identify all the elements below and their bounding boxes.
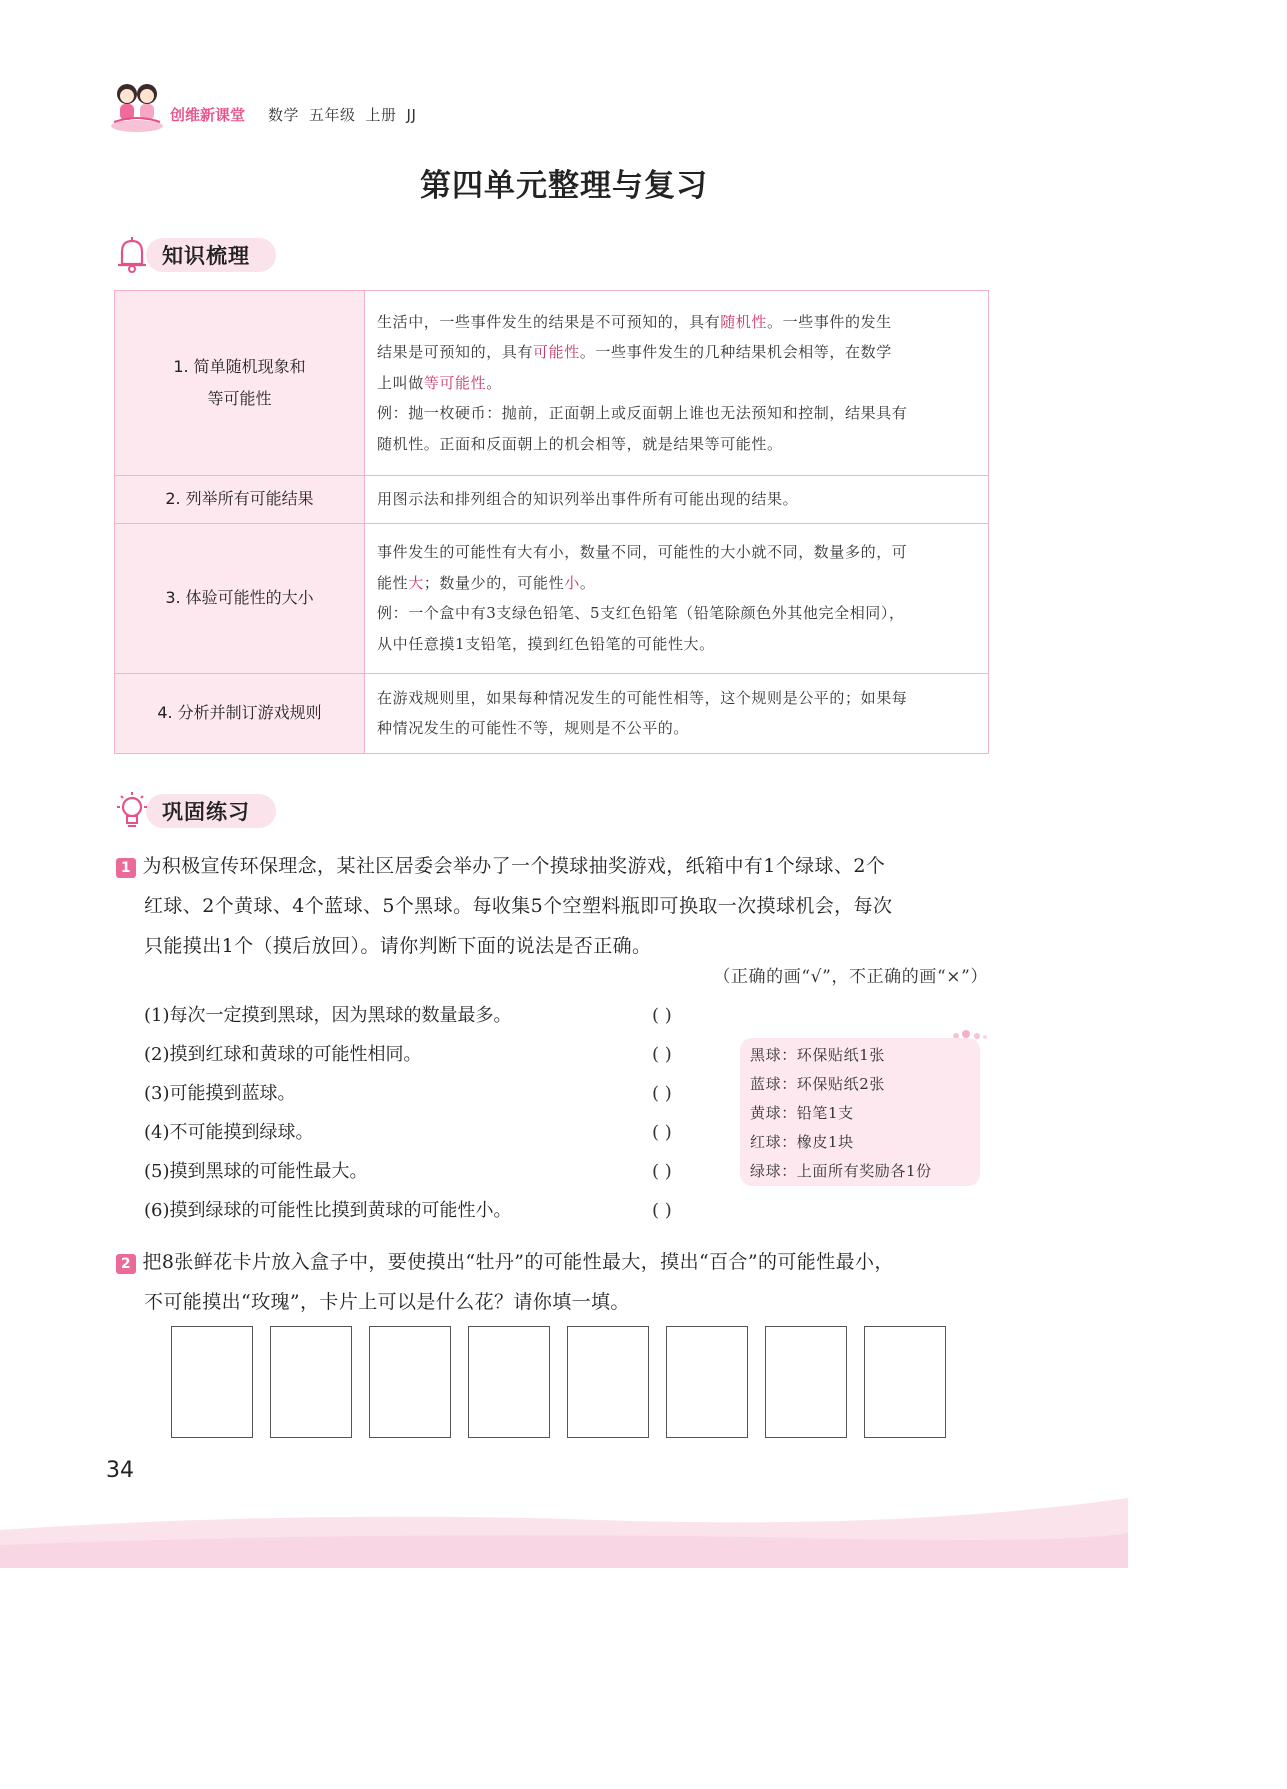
section-practice-tag [112, 790, 282, 832]
question-2 [116, 1242, 996, 1322]
content-line: 种情况发生的可能性不等，规则是不公平的。 [377, 719, 690, 737]
question-stem-line: 只能摸出1个（摸后放回）。请你判断下面的说法是否正确。 [144, 935, 652, 957]
card-blank[interactable] [468, 1326, 550, 1438]
topic-label: 3. 体验可能性的大小 [165, 588, 314, 607]
answer-hint: （正确的画“√”，不正确的画“×”） [713, 967, 988, 987]
card-blank[interactable] [270, 1326, 352, 1438]
answer-blank[interactable]: ( ) [652, 1200, 672, 1221]
keyword-highlight: 小 [564, 573, 580, 592]
page-header [108, 76, 1008, 136]
page-number: 34 [106, 1458, 134, 1483]
mascot-logo-icon [108, 76, 166, 134]
prize-list-box [740, 1038, 980, 1186]
list-item [144, 1076, 744, 1115]
question-stem-line: 不可能摸出“玫瑰”，卡片上可以是什么花？请你填一填。 [144, 1291, 630, 1313]
question-number-badge: 2 [116, 1254, 136, 1274]
topic-cell [115, 523, 365, 673]
text: 生活中，一些事件发生的结果是不可预知的，具有 [377, 312, 721, 331]
content-line: 随机性。正面和反面朝上的机会相等，就是结果等可能性。 [377, 434, 783, 453]
stem-text: 把8张鲜花卡片放入盒子中，要使摸出“牡丹”的可能性最大，摸出“百合”的可能性最小， [142, 1251, 894, 1273]
knowledge-table [114, 290, 989, 754]
keyword-highlight: 可能性 [533, 343, 580, 362]
text: ；数量少的，可能性 [423, 573, 565, 592]
answer-blank[interactable]: ( ) [652, 1083, 672, 1104]
item-text: (2)摸到红球和黄球的可能性相同。 [144, 1044, 422, 1065]
content-line: 用图示法和排列组合的知识列举出事件所有可能出现的结果。 [377, 490, 799, 508]
item-text: (5)摸到黑球的可能性最大。 [144, 1161, 368, 1182]
prize-item: 蓝球：环保贴纸2张 [750, 1075, 885, 1093]
answer-blank[interactable]: ( ) [652, 1005, 672, 1026]
answer-blank[interactable]: ( ) [652, 1161, 672, 1182]
content-line [377, 568, 978, 599]
page-title: 第四单元整理与复习 [420, 168, 708, 204]
text: 结果是可预知的，具有 [377, 343, 534, 362]
topic-cell [115, 291, 365, 476]
topic-cell [115, 476, 365, 524]
topic-label: 等可能性 [207, 389, 272, 408]
content-cell [365, 476, 989, 524]
table-row [115, 476, 989, 524]
stem-text: 为积极宣传环保理念，某社区居委会举办了一个摸球抽奖游戏，纸箱中有1个绿球、2个 [142, 855, 886, 877]
prize-item: 黄球：铅笔1支 [750, 1104, 854, 1122]
prize-item: 绿球：上面所有奖励各1份 [750, 1162, 932, 1180]
question-stem-line [116, 846, 996, 886]
section-knowledge-tag [112, 234, 282, 276]
keyword-highlight: 大 [408, 573, 424, 592]
item-text: (1)每次一定摸到黑球，因为黑球的数量最多。 [144, 1005, 512, 1026]
text: 。 [486, 373, 502, 392]
content-line [377, 337, 978, 368]
item-text: (4)不可能摸到绿球。 [144, 1122, 314, 1143]
prize-item: 黑球：环保贴纸1张 [750, 1046, 885, 1064]
list-item [144, 998, 744, 1037]
content-cell [365, 673, 989, 753]
text: 上叫做 [377, 373, 424, 392]
answer-blank[interactable]: ( ) [652, 1044, 672, 1065]
table-row [115, 291, 989, 476]
table-row [115, 523, 989, 673]
list-item [144, 1037, 744, 1076]
content-line: 在游戏规则里，如果每种情况发生的可能性相等，这个规则是公平的；如果每 [377, 688, 908, 707]
card-blank[interactable] [765, 1326, 847, 1438]
list-item [144, 1154, 744, 1193]
bell-icon [112, 234, 152, 276]
bottom-decoration [0, 1490, 1128, 1568]
prize-item: 红球：橡皮1块 [750, 1133, 854, 1151]
card-blank[interactable] [171, 1326, 253, 1438]
content-line: 例：一个盒中有3支绿色铅笔、5支红色铅笔（铅笔除颜色外其他完全相同）， [377, 604, 905, 622]
section-practice-title: 巩固练习 [162, 800, 250, 824]
content-line: 从中任意摸1支铅笔，摸到红色铅笔的可能性大。 [377, 634, 715, 653]
text: 。一些事件的发生 [767, 312, 892, 331]
list-item [144, 1115, 744, 1154]
topic-label: 2. 列举所有可能结果 [165, 489, 314, 509]
book-info [268, 104, 426, 125]
content-line: 事件发生的可能性有大有小，数量不同，可能性的大小就不同，数量多的，可 [377, 543, 908, 561]
card-blank[interactable] [864, 1326, 946, 1438]
topic-label: 4. 分析并制订游戏规则 [157, 703, 322, 722]
topic-cell [115, 673, 365, 753]
grade: 五年级 [309, 106, 356, 124]
text: 。 [579, 573, 596, 592]
subject: 数学 [268, 106, 300, 124]
volume: 上册 [365, 106, 397, 124]
brand-name: 创维新课堂 [170, 106, 246, 124]
section-knowledge-title: 知识梳理 [162, 244, 250, 268]
edition: JJ [406, 106, 417, 124]
keyword-highlight: 等可能性 [423, 373, 487, 392]
topic-label: 1. 简单随机现象和 [173, 357, 306, 376]
list-item [144, 1193, 744, 1232]
card-blank[interactable] [369, 1326, 451, 1438]
judgement-list [144, 998, 744, 1232]
card-blank[interactable] [666, 1326, 748, 1438]
content-cell [365, 291, 989, 476]
lightbulb-icon [112, 790, 152, 832]
card-blank[interactable] [567, 1326, 649, 1438]
text: 。一些事件发生的几种结果机会相等，在数学 [579, 343, 892, 362]
question-stem-line: 红球、2个黄球、4个蓝球、5个黑球。每收集5个空塑料瓶即可换取一次摸球机会，每次 [144, 895, 893, 917]
keyword-highlight: 随机性 [720, 312, 768, 331]
question-number-badge: 1 [116, 858, 136, 878]
question-1 [116, 846, 996, 966]
item-text: (3)可能摸到蓝球。 [144, 1083, 296, 1104]
content-cell [365, 523, 989, 673]
flower-cards [171, 1326, 951, 1438]
content-line [377, 368, 978, 399]
table-row [115, 673, 989, 753]
text: 能性 [377, 573, 409, 592]
item-text: (6)摸到绿球的可能性比摸到黄球的可能性小。 [144, 1200, 512, 1221]
content-line: 例：抛一枚硬币：抛前，正面朝上或反面朝上谁也无法预知和控制，结果具有 [377, 404, 908, 423]
content-line [377, 307, 978, 338]
question-stem-line [116, 1242, 996, 1282]
answer-blank[interactable]: ( ) [652, 1122, 672, 1143]
